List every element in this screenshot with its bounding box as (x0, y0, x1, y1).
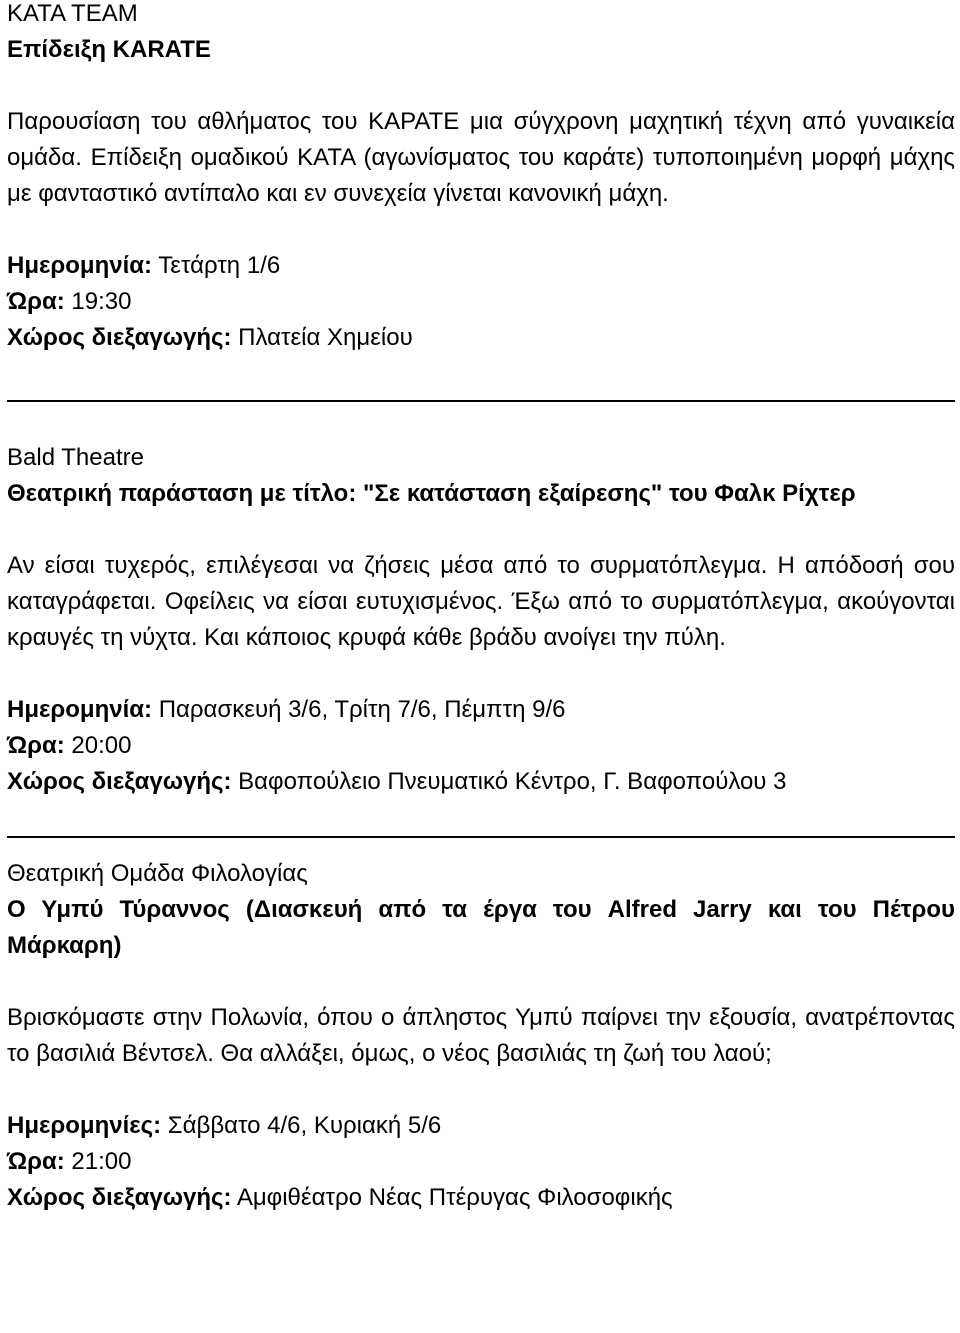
event-title: Επίδειξη KARATE (7, 36, 211, 63)
event-date (7, 692, 955, 728)
event-description: Παρουσίαση του αθλήματος του ΚΑΡΑΤΕ μια σύγχρονη μαχητική τέχνη από γυναικεία ομάδα. Επίδειξη ομαδικού ΚΑΤΑ (αγωνίσματος του καράτε) τυποποιημένη μορφή μάχης με φανταστικό αντίπαλο και εν συνεχεία γίνεται κανονική μάχη. (7, 108, 955, 207)
event-venue (7, 1180, 955, 1216)
date-label: Ημερομηνία: (7, 696, 153, 723)
time-label: Ώρα: (7, 732, 65, 759)
event-group-name: Bald Theatre (7, 444, 144, 471)
event-time (7, 284, 955, 320)
event-venue (7, 764, 955, 800)
event-title: Θεατρική παράσταση με τίτλο: "Σε κατάσταση εξαίρεσης" του Φαλκ Ρίχτερ (7, 480, 856, 507)
event-date (7, 1108, 955, 1144)
time-value: 21:00 (64, 1148, 132, 1175)
date-value: Τετάρτη 1/6 (152, 252, 281, 279)
venue-label: Χώρος διεξαγωγής: (7, 324, 232, 351)
event-time (7, 728, 955, 764)
event-description: Βρισκόμαστε στην Πολωνία, όπου ο άπληστος Υμπύ παίρνει την εξουσία, ανατρέποντας το βασιλιά Βέντσελ. Θα αλλάξει, όμως, ο νέος βασιλιάς τη ζωή του λαού; (7, 1004, 955, 1067)
date-value: Σάββατο 4/6, Κυριακή 5/6 (161, 1112, 442, 1139)
event-karate (7, 0, 955, 356)
event-group-name: Θεατρική Ομάδα Φιλολογίας (7, 860, 308, 887)
date-label: Ημερομηνίες: (7, 1112, 162, 1139)
time-value: 19:30 (64, 288, 132, 315)
date-label: Ημερομηνία: (7, 252, 153, 279)
venue-value: Πλατεία Χημείου (231, 324, 413, 351)
document-page (7, 0, 955, 1216)
time-value: 20:00 (64, 732, 132, 759)
date-value: Παρασκευή 3/6, Τρίτη 7/6, Πέμπτη 9/6 (152, 696, 566, 723)
venue-value: Βαφοπούλειο Πνευματικό Κέντρο, Γ. Βαφοπούλου 3 (231, 768, 787, 795)
time-label: Ώρα: (7, 288, 65, 315)
event-venue (7, 320, 955, 356)
event-bald-theatre (7, 440, 955, 800)
venue-value: Αμφιθέατρο Νέας Πτέρυγας Φιλοσοφικής (231, 1184, 673, 1211)
event-title: Ο Υμπύ Τύραννος (Διασκευή από τα έργα του Alfred Jarry και του Πέτρου Μάρκαρη) (7, 896, 955, 959)
time-label: Ώρα: (7, 1148, 65, 1175)
venue-label: Χώρος διεξαγωγής: (7, 768, 232, 795)
event-group-name: KATA TEAM (7, 0, 138, 27)
event-philology-theatre (7, 856, 955, 1216)
venue-label: Χώρος διεξαγωγής: (7, 1184, 232, 1211)
event-description: Αν είσαι τυχερός, επιλέγεσαι να ζήσεις μέσα από το συρματόπλεγμα. Η απόδοσή σου καταγράφεται. Οφείλεις να είσαι ευτυχισμένος. Έξω από το συρματόπλεγμα, ακούγονται κραυγές τη νύχτα. Και κάποιος κρυφά κάθε βράδυ ανοίγει την πύλη. (7, 552, 955, 651)
event-time (7, 1144, 955, 1180)
event-date (7, 248, 955, 284)
